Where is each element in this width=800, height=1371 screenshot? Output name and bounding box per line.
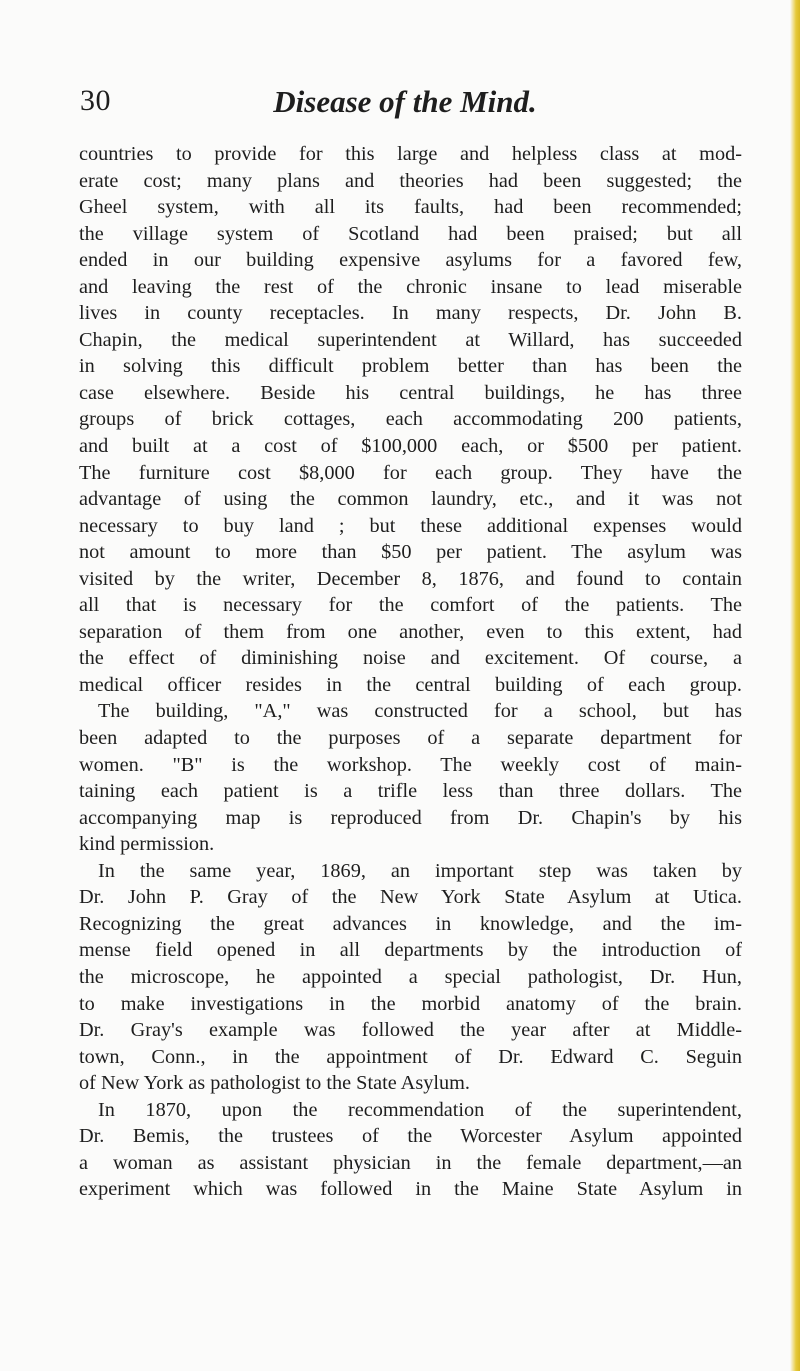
text-line: case elsewhere. Beside his central buildings, he has three <box>79 381 742 404</box>
text-line: Chapin, the medical superintendent at Willard, has succeeded <box>79 328 742 351</box>
text-line: in solving this difficult problem better than has been the <box>79 355 742 378</box>
text-line: and leaving the rest of the chronic insane to lead miserable <box>79 275 742 298</box>
page-number: 30 <box>80 84 111 117</box>
text-line: and built at a cost of $100,000 each, or $500 per patient. <box>79 435 742 458</box>
text-line: been adapted to the purposes of a separate department for <box>79 727 742 750</box>
text-line: In the same year, 1869, an important step was taken by <box>98 859 742 882</box>
text-line: to make investigations in the morbid anatomy of the brain. <box>79 992 742 1015</box>
text-line: In 1870, upon the recommendation of the superintendent, <box>98 1098 742 1121</box>
text-line: taining each patient is a trifle less than three dollars. The <box>79 780 742 803</box>
text-line: The furniture cost $8,000 for each group. They have the <box>79 461 742 484</box>
text-line: advantage of using the common laundry, etc., and it was not <box>79 488 742 511</box>
text-line: Gheel system, with all its faults, had been recommended; <box>79 196 742 219</box>
text-line: ended in our building expensive asylums for a favored few, <box>79 249 742 272</box>
text-line: medical officer resides in the central building of each group. <box>79 673 742 696</box>
text-line: The building, "A," was constructed for a school, but has <box>98 700 742 723</box>
text-line: kind permission. <box>79 833 215 856</box>
text-line: town, Conn., in the appointment of Dr. Edward C. Seguin <box>79 1045 742 1068</box>
running-title: Disease of the Mind. <box>273 84 537 119</box>
text-line: Dr. John P. Gray of the New York State Asylum at Utica. <box>79 886 742 909</box>
text-line: countries to provide for this large and helpless class at mod- <box>79 143 742 165</box>
text-line: erate cost; many plans and theories had been suggested; the <box>79 169 742 192</box>
text-line: Recognizing the great advances in knowledge, and the im- <box>79 912 742 935</box>
text-line: necessary to buy land ; but these additional expenses would <box>79 514 742 537</box>
text-line: the effect of diminishing noise and excitement. Of course, a <box>79 647 742 670</box>
text-line: Dr. Bemis, the trustees of the Worcester Asylum appointed <box>79 1125 742 1148</box>
text-line: separation of them from one another, even to this extent, had <box>79 620 742 643</box>
page-header <box>80 84 730 124</box>
text-line: accompanying map is reproduced from Dr. Chapin's by his <box>79 806 742 829</box>
text-line: all that is necessary for the comfort of the patients. The <box>79 594 742 617</box>
text-line: experiment which was followed in the Maine State Asylum in <box>79 1178 742 1201</box>
body-text <box>79 141 742 1203</box>
page-edge <box>790 0 800 1371</box>
text-line: the microscope, he appointed a special pathologist, Dr. Hun, <box>79 965 742 988</box>
text-line: groups of brick cottages, each accommodating 200 patients, <box>79 408 742 431</box>
text-line: a woman as assistant physician in the female department,—an <box>79 1151 742 1174</box>
text-line: lives in county receptacles. In many respects, Dr. John B. <box>79 302 742 325</box>
text-line: of New York as pathologist to the State Asylum. <box>79 1072 470 1095</box>
text-line: not amount to more than $50 per patient. The asylum was <box>79 541 742 564</box>
text-line: visited by the writer, December 8, 1876, and found to contain <box>79 567 742 590</box>
text-line: the village system of Scotland had been praised; but all <box>79 222 742 245</box>
text-line: women. "B" is the workshop. The weekly cost of main- <box>79 753 742 776</box>
text-line: Dr. Gray's example was followed the year after at Middle- <box>79 1019 742 1042</box>
text-line: mense field opened in all departments by the introduction of <box>79 939 742 962</box>
